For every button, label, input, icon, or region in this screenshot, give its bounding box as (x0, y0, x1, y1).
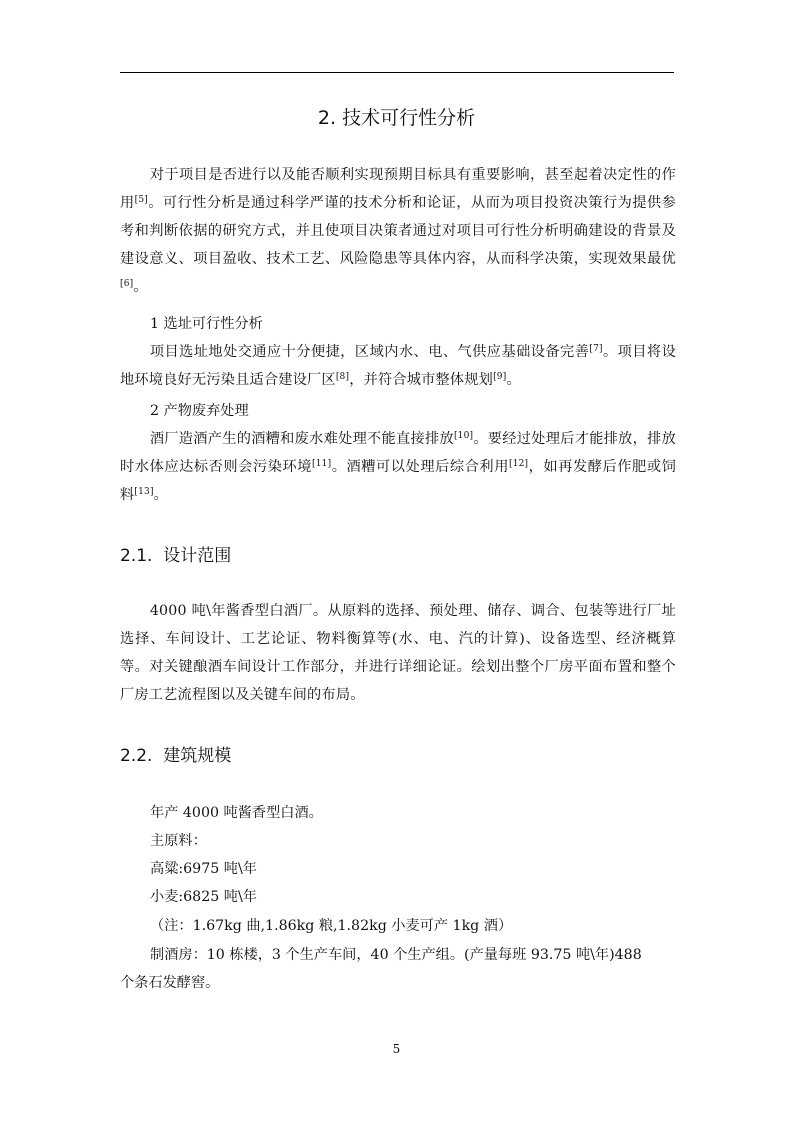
citation: [13] (134, 487, 154, 497)
citation: [5] (134, 195, 149, 205)
scale-line-cellars: 个条石发酵窖。 (120, 975, 220, 991)
citation: [6] (120, 279, 134, 289)
header-rule (120, 72, 674, 73)
section-heading (0, 103, 793, 130)
citation: [8] (335, 372, 350, 382)
subsection-title-site: 1 选址可行性分析 (150, 316, 263, 332)
citation: [11] (312, 459, 332, 469)
section-number: 2. (317, 107, 337, 129)
heading-building-scale: 2.2. 建筑规模 (120, 746, 232, 766)
waste-paragraph: 酒厂造酒产生的酒糟和废水难处理不能直接排放[10]。要经过处理后才能排放，排放时水体应达标否则会污染环境[11]。酒糟可以处理后综合利用[12]，如再发酵后作肥或饲料[13]。 (120, 431, 676, 503)
section-title: 技术可行性分析 (342, 107, 476, 129)
citation: [9] (493, 372, 507, 382)
citation: [10] (453, 431, 474, 441)
page-number: 5 (392, 1042, 401, 1056)
scale-line-sorghum: 高粱:6975 吨\年 (150, 861, 257, 877)
heading-design-scope: 2.1. 设计范围 (120, 546, 232, 566)
citation: [12] (508, 459, 529, 469)
scale-line-note: （注：1.67kg 曲,1.86kg 粮,1.82kg 小麦可产 1kg 酒） (150, 918, 513, 934)
scale-line-output: 年产 4000 吨酱香型白酒。 (150, 805, 323, 821)
scale-line-materials: 主原料： (150, 833, 207, 849)
scale-line-wheat: 小麦:6825 吨\年 (150, 889, 257, 905)
scope-paragraph: 4000 吨\年酱香型白酒厂。从原料的选择、预处理、储存、调合、包装等进行厂址选择、车间设计、工艺论证、物料衡算等(水、电、汽的计算)、设备选型、经济概算等。对关键酿酒车间设计工作部分，并进行详细论证。绘划出整个厂房平面布置和整个厂房工艺流程图以及关键车间的布局。 (120, 603, 676, 703)
site-paragraph: 项目选址地处交通应十分便捷，区域内水、电、气供应基础设备完善[7]。项目将设地环境良好无污染且适合建设厂区[8]，并符合城市整体规划[9]。 (120, 344, 676, 388)
citation: [7] (589, 344, 603, 354)
subsection-title-waste: 2 产物废弃处理 (150, 403, 249, 419)
scale-line-buildings: 制酒房：10 栋楼，3 个生产车间，40 个生产组。(产量每班 93.75 吨\年)488 (150, 947, 642, 963)
intro-paragraph: 对于项目是否进行以及能否顺利实现预期目标具有重要影响，甚至起着决定性的作用[5]。可行性分析是通过科学严谨的技术分析和论证，从而为项目投资决策行为提供参考和判断依据的研究方式，并且使项目决策者通过对项目可行性分析明确建设的背景及建设意义、项目盈收、技术工艺、风险隐患等具体内容，从而科学决策，实现效果最优[6]。 (120, 167, 677, 295)
